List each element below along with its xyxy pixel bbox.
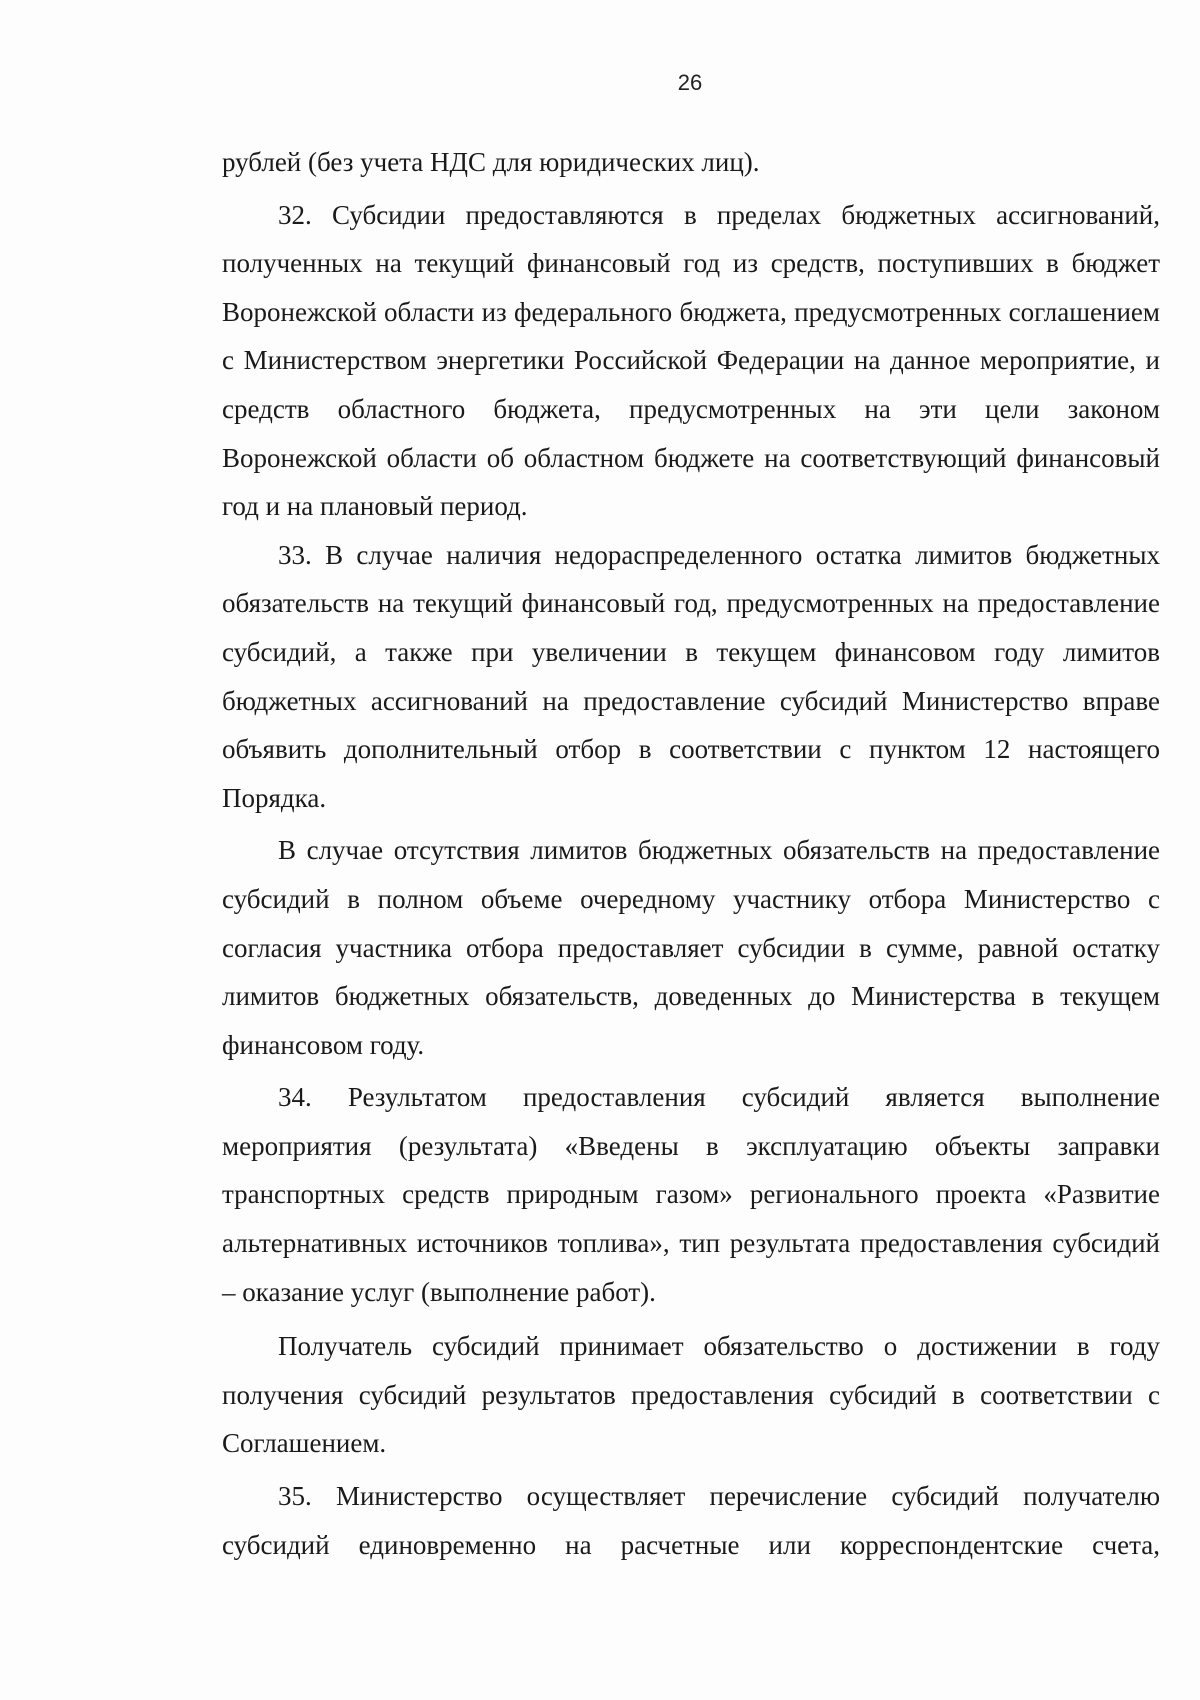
paragraph-34: 34. Результатом предоставления субсидий является выполнение мероприятия (результата) «Введены в эксплуатацию объекты заправки транспортных средств природным газом» регионального проекта «Развитие альтернативных источников топлива», тип результата предоставления субсидий – оказание услуг (выполнение работ).: [222, 1082, 1160, 1307]
page-number: 26: [677, 70, 703, 95]
paragraph-continuation: рублей (без учета НДС для юридических лиц).: [222, 147, 760, 177]
paragraph-32: 32. Субсидии предоставляются в пределах бюджетных ассигнований, полученных на текущий финансовый год из средств, поступивших в бюджет Воронежской области из федерального бюджета, предусмотренных соглашением с Министерством энергетики Российской Федерации на данное мероприятие, и средств областного бюджета, предусмотренных на эти цели законом Воронежской области об областном бюджете на соответствующий финансовый год и на плановый период.: [222, 199, 1160, 522]
paragraph-33: 33. В случае наличия недораспределенного остатка лимитов бюджетных обязательств на текущий финансовый год, предусмотренных на предоставление субсидий, а также при увеличении в текущем финансовом году лимитов бюджетных ассигнований на предоставление субсидий Министерство вправе объявить дополнительный отбор в соответствии с пунктом 12 настоящего Порядка.: [222, 539, 1160, 813]
document-body: [222, 138, 1160, 1569]
paragraph-35: 35. Министерство осуществляет перечисление субсидий получателю субсидий единовременно на расчетные или корреспондентские счета,: [222, 1481, 1160, 1560]
paragraph-33-second: В случае отсутствия лимитов бюджетных обязательств на предоставление субсидий в полном объеме очередному участнику отбора Министерство с согласия участника отбора предоставляет субсидии в сумме, равной остатку лимитов бюджетных обязательств, доведенных до Министерства в текущем финансовом году.: [222, 835, 1160, 1060]
paragraph-34-second: Получатель субсидий принимает обязательство о достижении в году получения субсидий результатов предоставления субсидий в соответствии с Соглашением.: [222, 1331, 1160, 1459]
